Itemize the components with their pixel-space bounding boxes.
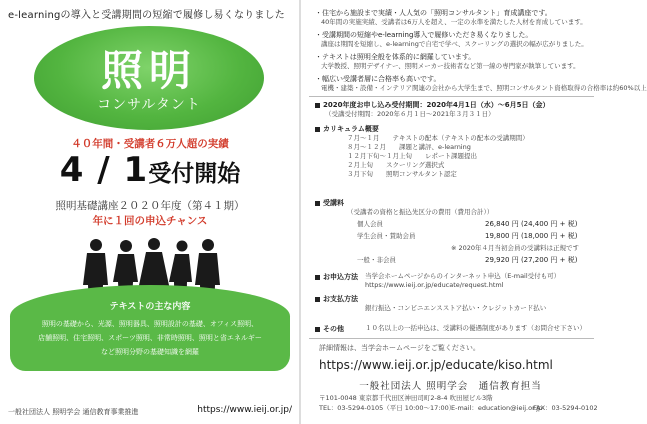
start-date: 4 / 1 (59, 150, 149, 190)
curriculum-label: カリキュラム概要 (315, 124, 379, 134)
bullet-head: ・受講期間の短縮やe-learning導入で履修いただき易くなりました。 (315, 31, 533, 39)
curriculum-item: ３月下旬 照明コンサルタント認定 (347, 170, 457, 178)
fee-name: 学生会員・賛助会員 (357, 232, 416, 240)
period-label: 2020年度お申し込み受付期間：2020年4月1日（水）～6月5日（金） (315, 100, 549, 110)
bullet-head: ・テキストは照明全般を体系的に網羅しています。 (315, 53, 476, 61)
bullet-head: ・住宅から施設まで実績・人人気の「照明コンサルタント」育成講座です。 (315, 9, 552, 17)
site-url[interactable]: https://www.ieij.or.jp/ (197, 405, 292, 415)
left-page (0, 0, 300, 424)
bullet-head: ・幅広い受講者層に合格率も高いです。 (315, 75, 441, 83)
content-line: など照明分野の基礎知識を網羅 (101, 348, 199, 356)
fee-note: （受講者の資格と振込先区分の費用（費用合計）） (347, 208, 494, 216)
left-footer (8, 407, 292, 417)
other-label: その他 (315, 324, 344, 334)
fee-value: 29,920 円 (27,200 円 + 税) (485, 256, 578, 264)
divider-line (309, 338, 594, 339)
org-small: 一般社団法人 照明学会 通信教育事業推進 (8, 408, 139, 416)
apply-url[interactable]: https://www.ieij.or.jp/educate/request.html (365, 281, 504, 289)
payment-text: 銀行振込・コンビニエンスストア払い・クレジットカード払い (365, 304, 547, 312)
content-heading: テキストの主な内容 (109, 302, 191, 312)
curriculum-item: １２月下旬～１月上旬 レポート課題提出 (347, 152, 477, 160)
content-panel (10, 285, 290, 371)
fee-value: 19,800 円 (18,000 円 + 税) (485, 232, 578, 240)
curriculum-item: ７月～１月 テキストの配本（テキストの配本の受講期間） (347, 134, 529, 142)
other-text: １０名以上の一括申込は、受講料の優遇制度があります（お問合せ下さい） (365, 324, 586, 332)
apply-text: 当学会ホームページからのインターネット申込（E-mail受付も可） (365, 272, 561, 280)
title-sub: コンサルタント (97, 97, 201, 113)
payment-label: お支払方法 (315, 294, 358, 304)
right-page (301, 0, 647, 424)
tel: TEL：03-5294-0105（平日 10:00～17:00） (319, 404, 456, 412)
fee-footnote: ※ 2020年４月当初会員の受講料は正規です (451, 244, 580, 252)
course-title: 照明基礎講座２０２０年度（第４１期） (55, 200, 245, 212)
bullet-body: 電機・建築・設備・インテリア関連の会社から大学生まで、照明コンサルタント資格取得の合格率は約60%以上 (321, 84, 647, 92)
title-main: 照明 (100, 46, 197, 95)
fee-label: 受講料 (315, 198, 344, 208)
start-date-heading (0, 150, 300, 190)
bullet-body: 講座は期間を短縮し、e-learningで自宅で学べ、スクーリングの選択の幅が広がりました。 (321, 40, 588, 48)
address: 〒101-0048 東京都千代田区神田司町2-8-4 吹田屋ビル3階 (319, 394, 493, 402)
fee-value: 26,840 円 (24,400 円 + 税) (485, 220, 578, 228)
content-line: 店舗照明、住宅照明、スポーツ照明、非常時照明、照明と省エネルギー (38, 334, 262, 342)
lead-text: e-learningの導入と受講期間の短縮で履修し易くなりました (8, 10, 285, 21)
bullet-body: 40年間の実施実績、受講者は6万人を超え、一定の水準を満たした人材を育成しています。 (321, 18, 587, 26)
bullet-body: 大学教授、照明デザイナー、照明メーカー技術者など第一線の専門家が執筆しています。 (321, 62, 580, 70)
org-name: 一般社団法人 照明学会 通信教育担当 (359, 381, 542, 392)
curriculum-item: ８月～１２月 課題と講評、e-learning (347, 143, 471, 151)
fax: FAX：03-5294-0102 (533, 404, 598, 412)
fee-name: 個人会員 (357, 220, 383, 228)
once-a-year-text: 年に１回の申込チャンス (92, 215, 208, 227)
fee-name: 一般・非会員 (357, 256, 396, 264)
detail-url[interactable]: https://www.ieij.or.jp/educate/kiso.html (319, 358, 553, 372)
email: E-mail：education@ieij.or.jp (451, 404, 543, 412)
period-note: （受講受付期間：2020年６月１日～2021年３月３１日） (325, 110, 495, 118)
content-line: 照明の基礎から、光源、照明器具、照明設計の基礎、オフィス照明、 (41, 320, 259, 328)
apply-label: お申込方法 (315, 272, 358, 282)
start-suffix: 受付開始 (148, 161, 241, 187)
title-oval (34, 26, 264, 130)
detail-note: 詳細情報は、当学会ホームページをご覧ください。 (319, 344, 480, 352)
record-text: ４０年間・受講者６万人超の実績 (71, 138, 229, 150)
curriculum-item: ２月上旬 スクーリング選択式 (347, 161, 445, 169)
divider-line (309, 96, 594, 97)
